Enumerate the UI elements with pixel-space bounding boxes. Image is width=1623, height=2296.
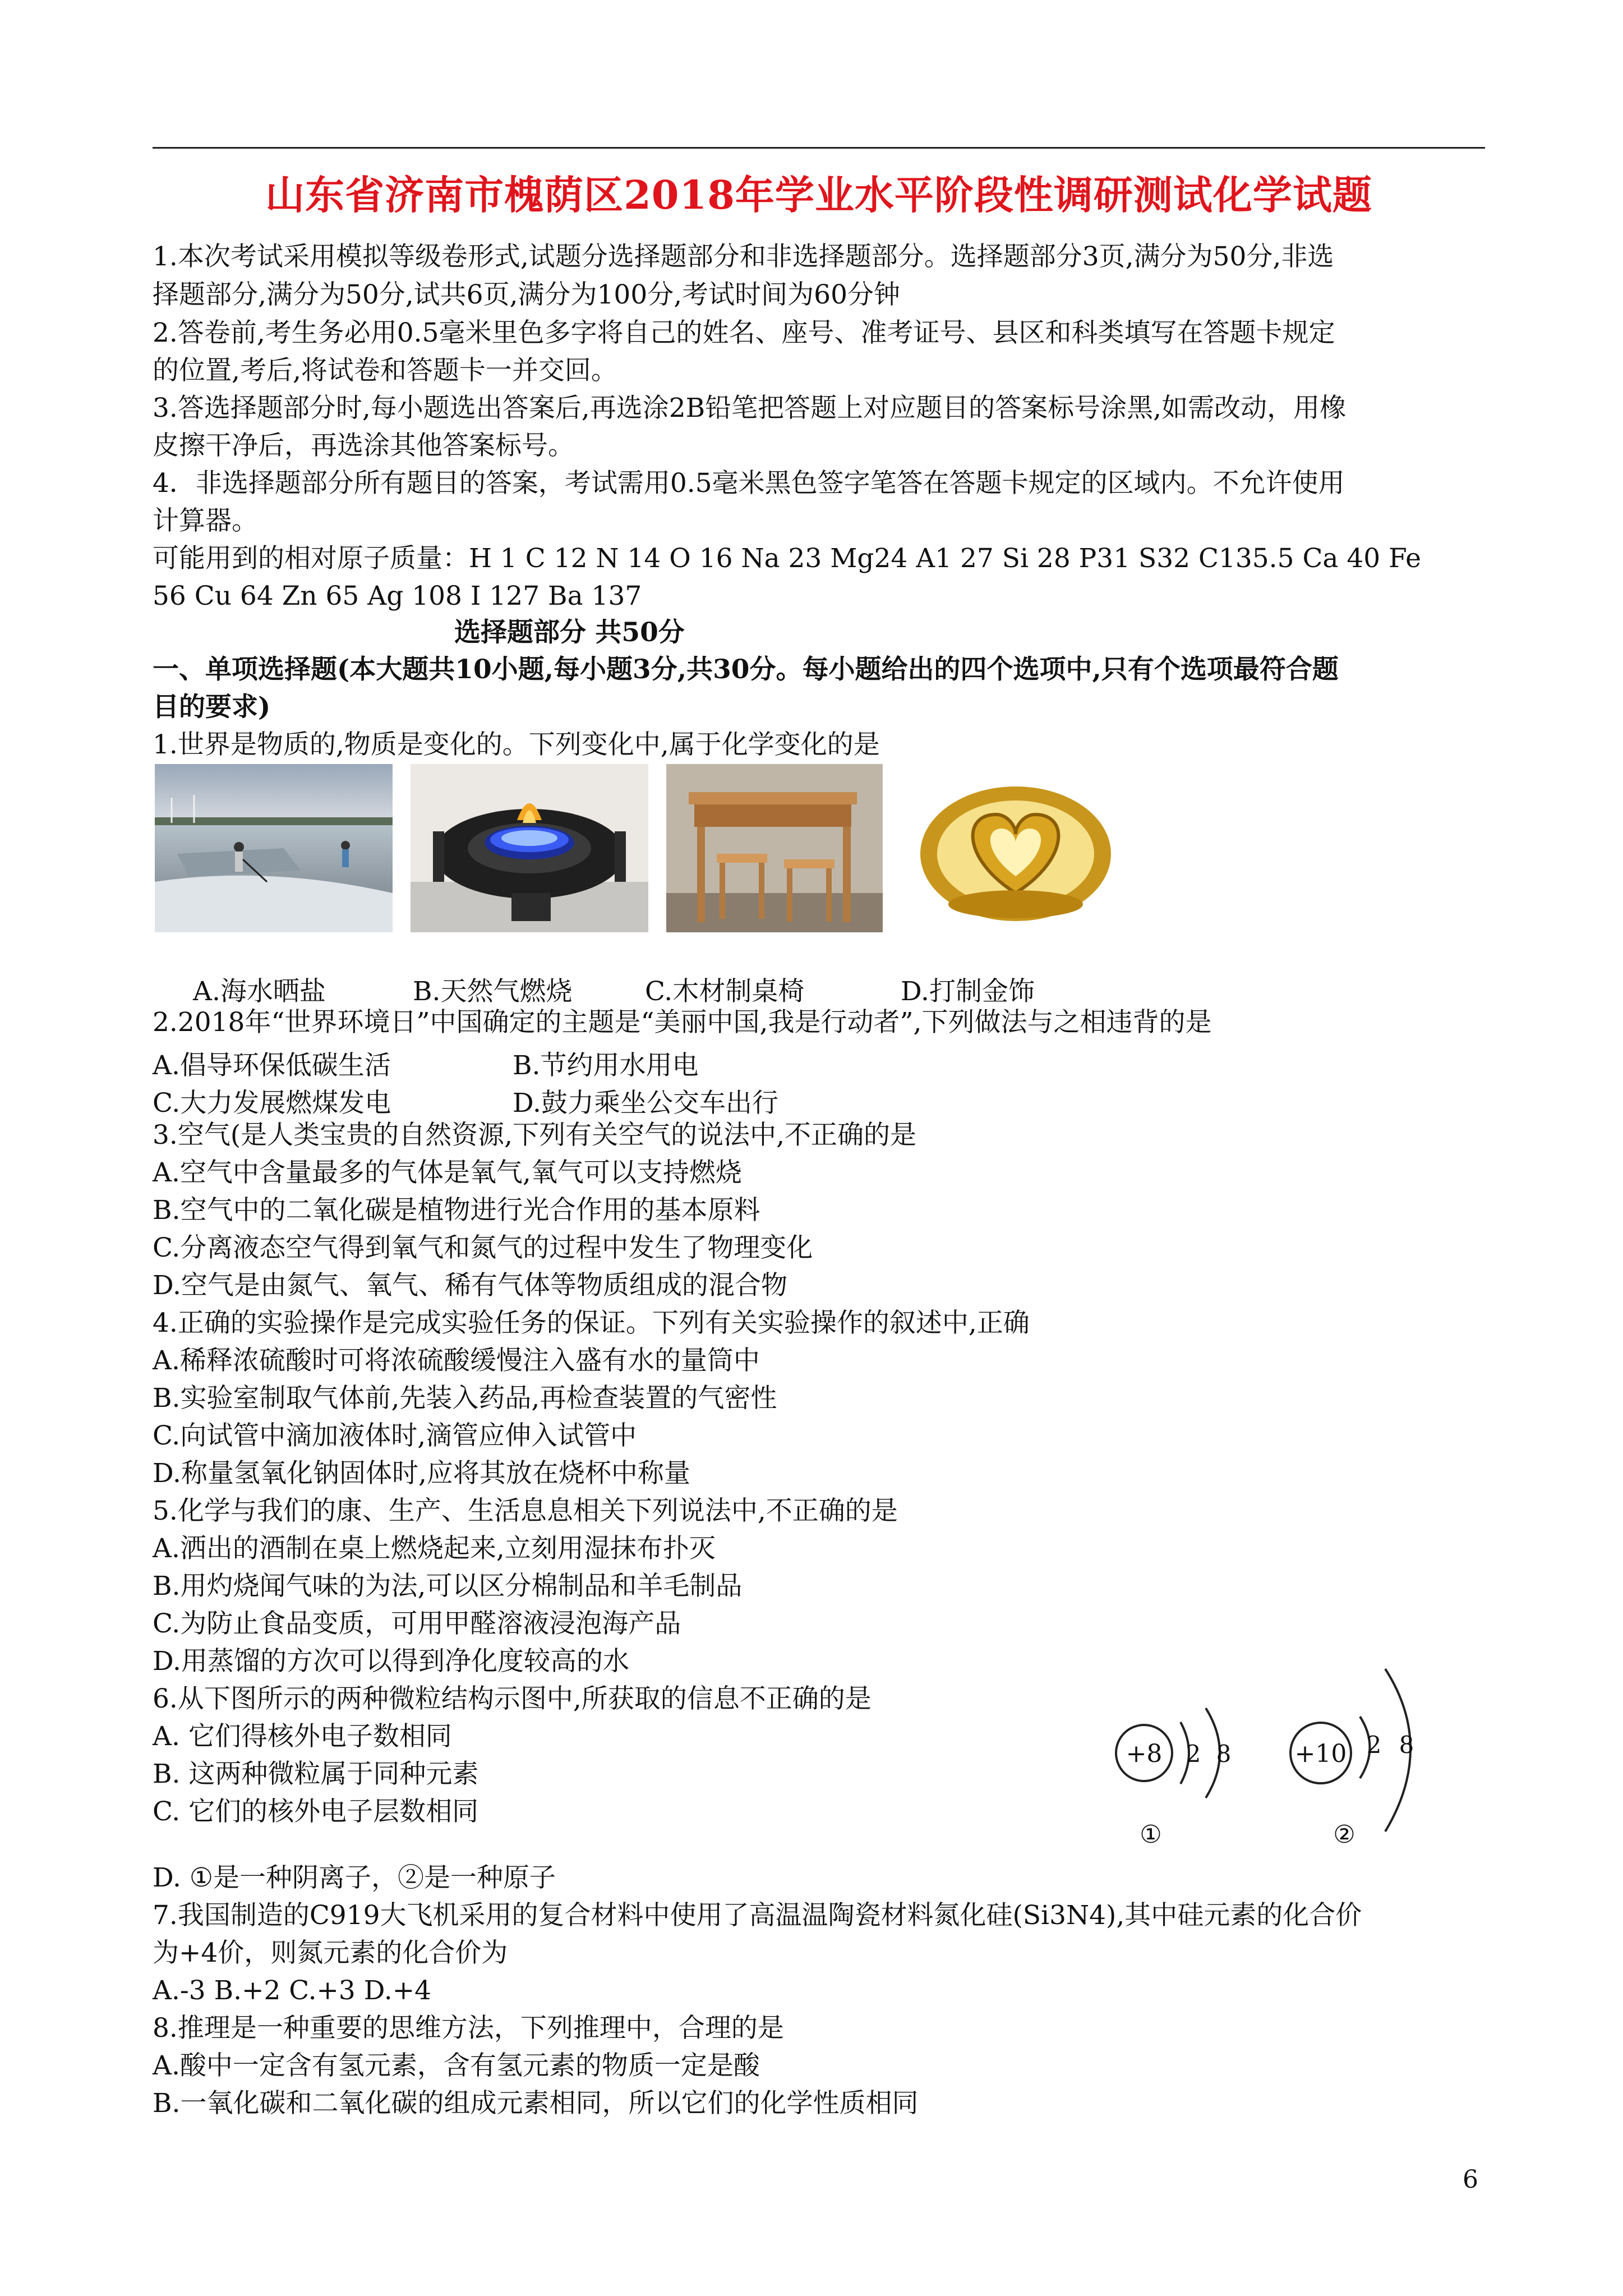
particle-label: ① (1140, 1820, 1162, 1849)
question-stem: 7.我国制造的C919大飞机采用的复合材料中使用了高温温陶瓷材料氮化硅(Si3N4),其中硅元素的化合价 (153, 1900, 1362, 1931)
gold-ring-photo (895, 764, 1136, 932)
instruction-line: 2.答卷前,考生务必用0.5毫米里色多字将自己的姓名、座号、准考证号、县区和科类填写在答题卡规定 (153, 318, 1335, 348)
q5-option-b: B.用灼烧闻气味的为法,可以区分棉制品和羊毛制品 (153, 1571, 743, 1602)
q8-option-a: A.酸中一定含有氢元素，含有氢元素的物质一定是酸 (153, 2050, 760, 2081)
q6-option-b: B. 这两种微粒属于同种元素 (153, 1759, 479, 1789)
q5-option-c: C.为防止食品变质，可用甲醛溶液浸泡海产品 (153, 1608, 681, 1639)
section-heading: 选择题部分 共50分 (454, 617, 685, 648)
q6-option-d: D. ①是一种阴离子，②是一种原子 (153, 1862, 556, 1893)
q3-option-b: B.空气中的二氧化碳是植物进行光合作用的基本原料 (153, 1195, 760, 1226)
instruction-line: 的位置,考后,将试卷和答题卡一并交回。 (153, 355, 617, 386)
particle-label: ② (1333, 1820, 1355, 1849)
question-stem: 5.化学与我们的康、生产、生活息息相关下列说法中,不正确的是 (153, 1496, 898, 1526)
salt-field-photo (155, 764, 393, 932)
part-heading: 一、单项选择题(本大题共10小题,每小题3分,共30分。每小题给出的四个选项中,只有个选项最符合题 (153, 654, 1339, 685)
question-stem: 4.正确的实验操作是完成实验任务的保证。下列有关实验操作的叙述中,正确 (153, 1308, 1030, 1338)
question-stem: 1.世界是物质的,物质是变化的。下列变化中,属于化学变化的是 (153, 729, 880, 760)
wooden-desk-chairs-photo (666, 764, 883, 932)
q4-option-b: B.实验室制取气体前,先装入药品,再检查装置的气密性 (153, 1383, 777, 1414)
question-stem: 8.推理是一种重要的思维方法，下列推理中，合理的是 (153, 2013, 784, 2044)
q4-option-a: A.稀释浓硫酸时可将浓硫酸缓慢注入盛有水的量筒中 (153, 1345, 760, 1376)
shell-2-electrons: 8 (1216, 1740, 1232, 1768)
q1-option-a: A.海水晒盐 (193, 976, 326, 1007)
q5-option-d: D.用蒸馏的方次可以得到净化度较高的水 (153, 1646, 629, 1677)
page-number: 6 (1463, 2165, 1478, 2194)
instruction-line: 3.答选择题部分时,每小题选出答案后,再选涂2B铅笔把答题上对应题目的答案标号涂黑,如需改动，用橡 (153, 393, 1347, 424)
q5-option-a: A.洒出的酒制在桌上燃烧起来,立刻用湿抹布扑灭 (153, 1533, 716, 1564)
q3-option-d: D.空气是由氮气、氧气、稀有气体等物质组成的混合物 (153, 1270, 787, 1301)
q4-option-c: C.向试管中滴加液体时,滴管应伸入试管中 (153, 1420, 637, 1451)
instruction-line: 择题部分,满分为50分,试共6页,满分为100分,考试时间为60分钟 (153, 279, 900, 310)
part-heading: 目的要求) (153, 692, 271, 723)
atomic-mass-line: 56 Cu 64 Zn 65 Ag 108 I 127 Ba 137 (153, 581, 642, 611)
shell-2-electrons: 8 (1399, 1731, 1414, 1759)
nucleus-charge: +10 (1294, 1740, 1347, 1768)
instruction-line: 皮擦干净后，再选涂其他答案标号。 (153, 430, 574, 461)
q8-option-b: B.一氧化碳和二氧化碳的组成元素相同，所以它们的化学性质相同 (153, 2088, 919, 2119)
shell-1-electrons: 2 (1366, 1731, 1382, 1759)
particle-2-structure (1290, 1669, 1414, 1849)
q1-option-c: C.木材制桌椅 (645, 976, 805, 1007)
q3-option-a: A.空气中含量最多的气体是氧气,氧气可以支持燃烧 (153, 1157, 742, 1188)
question-stem: 3.空气(是人类宝贵的自然资源,下列有关空气的说法中,不正确的是 (153, 1120, 917, 1151)
gas-stove-flame-photo (411, 764, 648, 932)
q6-option-a: A. 它们得核外电子数相同 (153, 1721, 452, 1752)
instruction-line: 计算器。 (153, 505, 258, 536)
q1-option-d: D.打制金饰 (901, 976, 1035, 1007)
q3-option-c: C.分离液态空气得到氧气和氮气的过程中发生了物理变化 (153, 1232, 813, 1263)
q4-option-d: D.称量氢氧化钠固体时,应将其放在烧杯中称量 (153, 1458, 690, 1489)
q2-option-d: D.鼓力乘坐公交车出行 (513, 1088, 778, 1119)
nucleus-charge: +8 (1126, 1740, 1163, 1768)
instruction-line: 1.本次考试采用模拟等级卷形式,试题分选择题部分和非选择题部分。选择题部分3页,满分为50分,非选 (153, 241, 1334, 272)
question-stem: 2.2018年“世界环境日”中国确定的主题是“美丽中国,我是行动者”,下列做法与之相违背的是 (153, 1007, 1212, 1038)
question-stem: 为+4价，则氮元素的化合价为 (153, 1938, 508, 1968)
shell-1-electrons: 2 (1186, 1740, 1201, 1768)
q1-option-b: B.天然气燃烧 (413, 976, 573, 1007)
instruction-line: 4．非选择题部分所有题目的答案，考试需用0.5毫米黑色签字笔答在答题卡规定的区域内。不允许使用 (153, 468, 1345, 499)
question-stem: 6.从下图所示的两种微粒结构示图中,所获取的信息不正确的是 (153, 1683, 872, 1714)
q2-option-b: B.节约用水用电 (513, 1050, 699, 1081)
q2-option-a: A.倡导环保低碳生活 (153, 1050, 391, 1081)
exam-title: 山东省济南市槐荫区2018年学业水平阶段性调研测试化学试题 (265, 172, 1372, 218)
top-rule (153, 147, 1485, 149)
q6-option-c: C. 它们的核外电子层数相同 (153, 1796, 479, 1827)
particle-1-structure (1116, 1708, 1231, 1849)
particle-structure-diagram (1099, 1652, 1458, 1854)
q7-options: A.-3 B.+2 C.+3 D.+4 (153, 1975, 431, 2006)
q2-option-c: C.大力发展燃煤发电 (153, 1088, 391, 1119)
atomic-mass-line: 可能用到的相对原子质量：H 1 C 12 N 14 O 16 Na 23 Mg24 A1 27 Si 28 P31 S32 C135.5 Ca 40 Fe (153, 543, 1421, 574)
